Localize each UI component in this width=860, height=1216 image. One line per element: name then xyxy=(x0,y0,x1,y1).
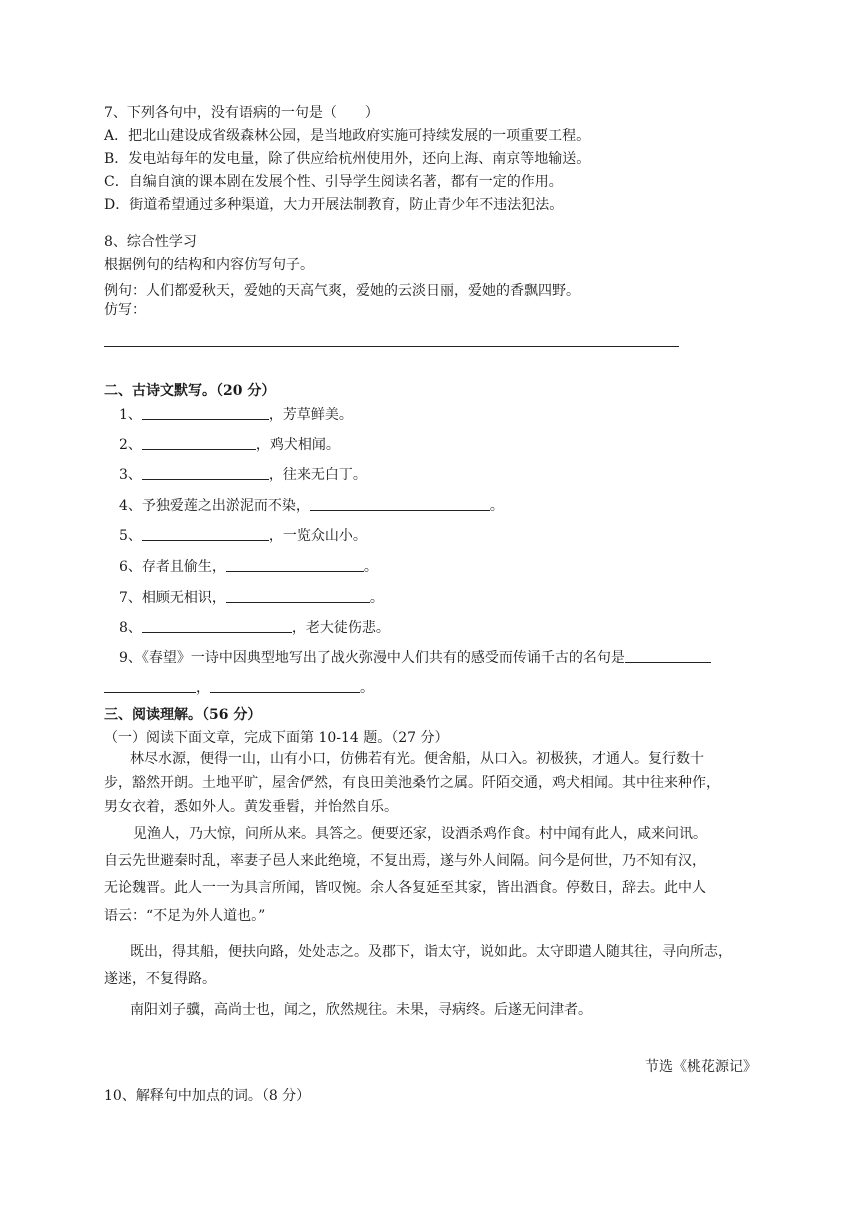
q8-answer-line[interactable] xyxy=(104,346,679,347)
section2-title: 二、古诗文默写。（20 分） xyxy=(104,383,276,399)
recite-blank-9b[interactable] xyxy=(104,678,196,693)
recite-item-3-prefix: 3、 xyxy=(119,467,142,483)
recite-blank-4[interactable] xyxy=(310,496,490,511)
q7-option-b[interactable]: B．发电站每年的发电量，除了供应给杭州使用外，还向上海、南京等地输送。 xyxy=(104,151,591,167)
recite-item-3 xyxy=(119,465,367,485)
recite-blank-7[interactable] xyxy=(226,588,370,603)
q7-option-c[interactable]: C．自编自演的课本剧在发展个性、引导学生阅读名著，都有一定的作用。 xyxy=(104,174,563,190)
recite-item-5-prefix: 5、 xyxy=(119,528,142,544)
recite-item-2-suffix: ，鸡犬相闻。 xyxy=(255,437,340,453)
recite-item-9-end: 。 xyxy=(360,680,374,696)
q8-example: 例句：人们都爱秋天，爱她的天高气爽，爱她的云淡日丽，爱她的香飘四野。 xyxy=(104,283,580,299)
recite-item-3-suffix: ，往来无白丁。 xyxy=(268,467,367,483)
recite-blank-6[interactable] xyxy=(226,557,364,572)
q8-title: 8、综合性学习 xyxy=(104,234,197,250)
recite-blank-2[interactable] xyxy=(142,435,256,450)
recite-item-7-prefix: 7、相顾无相识， xyxy=(119,590,226,606)
q7-option-d[interactable]: D．街道希望通过多种渠道，大力开展法制教育，防止青少年不违法犯法。 xyxy=(104,197,564,213)
recite-item-9-comma: ， xyxy=(196,680,210,696)
q10-title: 10、解释句中加点的词。（8 分） xyxy=(104,1088,311,1104)
recite-blank-5[interactable] xyxy=(142,526,269,541)
recite-item-7-suffix: 。 xyxy=(369,590,384,606)
recite-item-6-suffix: 。 xyxy=(363,559,378,575)
recite-item-8-suffix: ，老大徒伤悲。 xyxy=(291,620,390,636)
q8-instruction: 根据例句的结构和内容仿写句子。 xyxy=(104,257,314,273)
q7-option-a[interactable]: A．把北山建设成省级森林公园，是当地政府实施可持续发展的一项重要工程。 xyxy=(104,128,591,144)
passage-line-7: 语云：“不足为外人道也。” xyxy=(104,908,266,924)
q8-imitate-label: 仿写： xyxy=(104,302,146,318)
recite-item-2-prefix: 2、 xyxy=(119,437,142,453)
recite-item-4 xyxy=(119,496,504,516)
recite-item-1-prefix: 1、 xyxy=(119,407,142,423)
recite-item-1-suffix: ，芳草鲜美。 xyxy=(268,407,353,423)
passage-line-3: 男女衣着，悉如外人。黄发垂髫，并怡然自乐。 xyxy=(104,799,398,815)
recite-blank-9c[interactable] xyxy=(210,678,360,693)
passage-line-6: 无论魏晋。此人一一为具言所闻，皆叹惋。余人各复延至其家，皆出酒食。停数日，辞去。此中人 xyxy=(104,880,706,896)
recite-item-8-prefix: 8、 xyxy=(119,620,142,636)
passage-line-4: 见渔人，乃大惊，问所从来。具答之。便要还家，设酒杀鸡作食。村中闻有此人，咸来问讯。 xyxy=(133,826,707,842)
q7-stem: 7、下列各句中，没有语病的一句是（ ） xyxy=(104,105,379,121)
recite-item-4-prefix: 4、予独爱莲之出淤泥而不染， xyxy=(119,498,310,514)
recite-item-9 xyxy=(119,648,711,668)
passage-line-1: 林尽水源，便得一山，山有小口，仿佛若有光。便舍船，从口入。初极狭，才通人。复行数十 xyxy=(130,751,704,767)
recite-item-1 xyxy=(119,405,353,425)
section3-sub1: （一）阅读下面文章，完成下面第 10-14 题。（27 分） xyxy=(104,730,449,746)
recite-item-9-line2 xyxy=(104,678,374,698)
recite-item-6-prefix: 6、存者且偷生， xyxy=(119,559,226,575)
passage-line-5: 自云先世避秦时乱，率妻子邑人来此绝境，不复出焉，遂与外人间隔。问今是何世，乃不知有汉， xyxy=(104,853,706,869)
recite-item-7 xyxy=(119,588,384,608)
recite-item-9-text: 9、《春望》一诗中因典型地写出了战火弥漫中人们共有的感受而传诵千古的名句是 xyxy=(119,650,625,666)
passage-line-8: 既出，得其船，便扶向路，处处志之。及郡下，诣太守，说如此。太守即遣人随其往，寻向所志， xyxy=(130,944,732,960)
passage-line-10: 南阳刘子骥，高尚士也，闻之，欣然规往。未果，寻病终。后遂无问津者。 xyxy=(130,1002,592,1018)
recite-item-6 xyxy=(119,557,378,577)
recite-item-5 xyxy=(119,526,367,546)
section3-title: 三、阅读理解。（56 分） xyxy=(104,707,262,723)
recite-item-4-suffix: 。 xyxy=(489,498,504,514)
recite-blank-3[interactable] xyxy=(142,465,269,480)
recite-item-2 xyxy=(119,435,340,455)
recite-item-5-suffix: ，一览众山小。 xyxy=(268,528,367,544)
recite-item-8 xyxy=(119,618,390,638)
passage-line-9: 遂迷，不复得路。 xyxy=(104,971,216,987)
recite-blank-1[interactable] xyxy=(142,405,269,420)
passage-line-2: 步，豁然开朗。土地平旷，屋舍俨然，有良田美池桑竹之属。阡陌交通，鸡犬相闻。其中往来种作， xyxy=(104,775,720,791)
recite-blank-9a[interactable] xyxy=(625,648,711,663)
passage-source: 节选《桃花源记》 xyxy=(645,1059,757,1075)
recite-blank-8[interactable] xyxy=(142,618,292,633)
